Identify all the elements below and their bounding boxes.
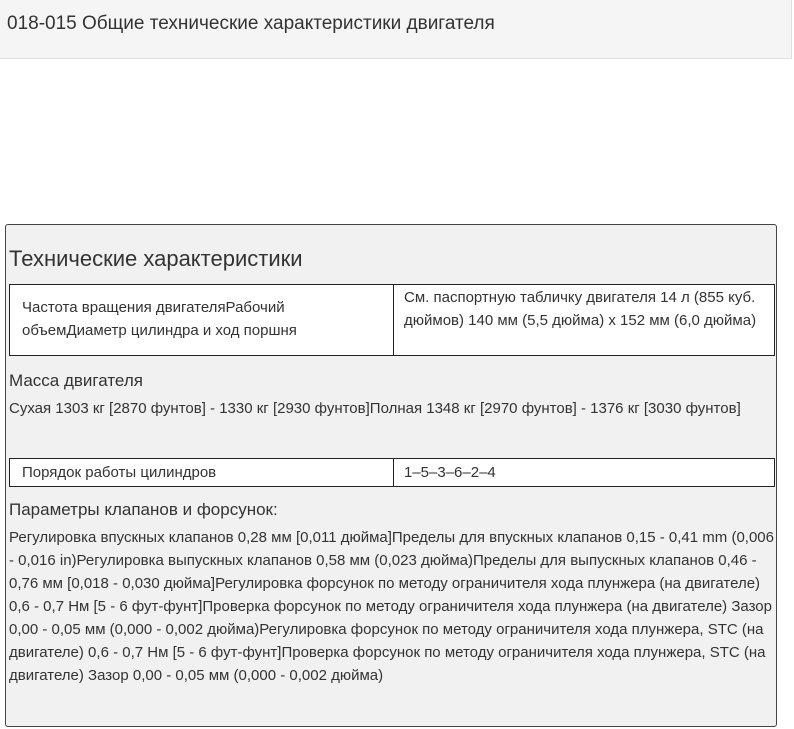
specifications-panel bbox=[5, 224, 777, 727]
valves-text: Регулировка впускных клапанов 0,28 мм [0,011 дюйма]Пределы для впускных клапанов 0,15 - 0,41 mm (0,006 - 0,016 in)Регулировка выпускных клапанов 0,58 мм (0,023 дюйма)Пределы для выпускных клапанов 0,46 - 0,76 мм [0,018 - 0,030 дюйма]Регулировка форсунок по методу ограничителя хода плунжера (на двигателе) 0,6 - 0,7 Нм [5 - 6 фут-фунт]Проверка форсунок по методу ограничителя хода плунжера (на двигателе) Зазор 0,00 - 0,05 мм (0,000 - 0,002 дюйма)Регулировка форсунок по методу ограничителя хода плунжера, STC (на двигателе) 0,6 - 0,7 Нм [5 - 6 фут-фунт]Проверка форсунок по методу ограничителя хода плунжера, STC (на двигателе) Зазор 0,00 - 0,05 мм (0,000 - 0,002 дюйма) bbox=[9, 529, 774, 684]
table-cell-label: Частота вращения двигателяРабочий объемДиаметр цилиндра и ход поршня bbox=[10, 285, 394, 356]
valves-heading: Параметры клапанов и форсунок: bbox=[9, 500, 278, 519]
page-header bbox=[0, 0, 792, 59]
table-cell-label: Порядок работы цилиндров bbox=[10, 459, 394, 487]
general-specs-table bbox=[9, 284, 775, 356]
mass-text: Сухая 1303 кг [2870 фунтов] - 1330 кг [2930 фунтов]Полная 1348 кг [2970 фунтов] - 1376 кг [3030 фунтов] bbox=[9, 400, 741, 417]
table-row bbox=[10, 285, 775, 356]
firing-order-table bbox=[9, 458, 775, 487]
section-title: Технические характеристики bbox=[9, 246, 303, 271]
table-cell-value: 1–5–3–6–2–4 bbox=[394, 459, 775, 487]
mass-heading: Масса двигателя bbox=[9, 371, 143, 390]
table-cell-value: См. паспортную табличку двигателя 14 л (855 куб. дюймов) 140 мм (5,5 дюйма) x 152 мм (6,0 дюйма) bbox=[394, 285, 775, 356]
table-row bbox=[10, 459, 775, 487]
page-title: 018-015 Общие технические характеристики двигателя bbox=[7, 13, 495, 34]
